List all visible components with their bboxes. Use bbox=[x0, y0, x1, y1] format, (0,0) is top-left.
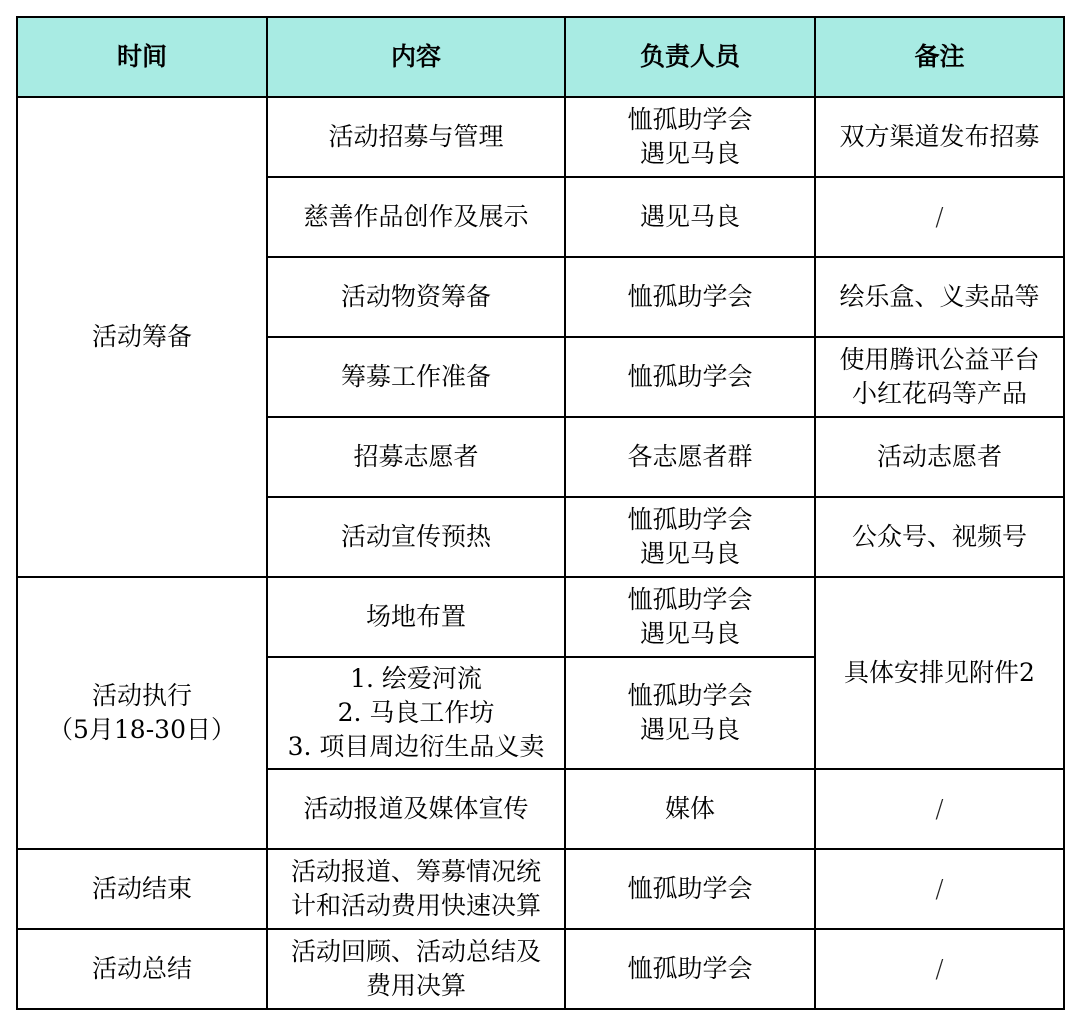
activity-schedule-table bbox=[16, 16, 1065, 1010]
content-line: 计和活动费用快速决算 bbox=[290, 891, 541, 920]
staff-line: 恤孤助学会 bbox=[627, 105, 753, 134]
header-staff: 负责人员 bbox=[565, 17, 815, 97]
staff-line: 遇见马良 bbox=[639, 619, 740, 648]
notes-cell: 活动志愿者 bbox=[815, 417, 1064, 497]
staff-line: 恤孤助学会 bbox=[627, 505, 753, 534]
staff-cell: 遇见马良 bbox=[565, 177, 815, 257]
content-line: 费用决算 bbox=[365, 971, 466, 1000]
staff-line: 遇见马良 bbox=[639, 715, 740, 744]
notes-cell: / bbox=[815, 849, 1064, 929]
phase-exec-line: 活动执行 bbox=[91, 681, 192, 710]
table-row bbox=[17, 577, 1064, 657]
notes-cell: / bbox=[815, 177, 1064, 257]
staff-cell bbox=[565, 97, 815, 177]
content-line: 3. 项目周边衍生品义卖 bbox=[287, 732, 545, 761]
content-cell: 活动招募与管理 bbox=[267, 97, 565, 177]
notes-line: 小红花码等产品 bbox=[851, 379, 1027, 408]
notes-cell: 公众号、视频号 bbox=[815, 497, 1064, 577]
notes-cell bbox=[815, 337, 1064, 417]
staff-cell: 恤孤助学会 bbox=[565, 337, 815, 417]
table-row bbox=[17, 849, 1064, 929]
content-cell bbox=[267, 929, 565, 1009]
content-cell: 活动报道及媒体宣传 bbox=[267, 769, 565, 849]
staff-cell: 恤孤助学会 bbox=[565, 849, 815, 929]
phase-cell-exec bbox=[17, 577, 267, 849]
content-line: 1. 绘爱河流 bbox=[350, 664, 482, 693]
staff-cell: 恤孤助学会 bbox=[565, 929, 815, 1009]
content-cell: 筹募工作准备 bbox=[267, 337, 565, 417]
notes-cell: / bbox=[815, 929, 1064, 1009]
staff-line: 遇见马良 bbox=[639, 139, 740, 168]
phase-exec-dates: （5月18-30日） bbox=[48, 715, 236, 744]
phase-cell-prep: 活动筹备 bbox=[17, 97, 267, 577]
notes-cell: 绘乐盒、义卖品等 bbox=[815, 257, 1064, 337]
phase-cell-summary: 活动总结 bbox=[17, 929, 267, 1009]
staff-cell bbox=[565, 657, 815, 769]
staff-cell: 媒体 bbox=[565, 769, 815, 849]
staff-line: 恤孤助学会 bbox=[627, 681, 753, 710]
notes-cell: / bbox=[815, 769, 1064, 849]
phase-cell-end: 活动结束 bbox=[17, 849, 267, 929]
content-line: 活动报道、筹募情况统 bbox=[290, 857, 541, 886]
content-cell: 活动物资筹备 bbox=[267, 257, 565, 337]
content-cell bbox=[267, 657, 565, 769]
notes-cell: 双方渠道发布招募 bbox=[815, 97, 1064, 177]
content-cell: 活动宣传预热 bbox=[267, 497, 565, 577]
table-header-row bbox=[17, 17, 1064, 97]
content-cell bbox=[267, 849, 565, 929]
table-row bbox=[17, 97, 1064, 177]
staff-cell: 各志愿者群 bbox=[565, 417, 815, 497]
content-cell: 慈善作品创作及展示 bbox=[267, 177, 565, 257]
header-content: 内容 bbox=[267, 17, 565, 97]
header-time: 时间 bbox=[17, 17, 267, 97]
staff-cell: 恤孤助学会 bbox=[565, 257, 815, 337]
header-notes: 备注 bbox=[815, 17, 1064, 97]
notes-line: 使用腾讯公益平台 bbox=[839, 345, 1040, 374]
table-row bbox=[17, 929, 1064, 1009]
content-cell: 场地布置 bbox=[267, 577, 565, 657]
notes-cell: 具体安排见附件2 bbox=[815, 577, 1064, 769]
content-cell: 招募志愿者 bbox=[267, 417, 565, 497]
content-line: 2. 马良工作坊 bbox=[337, 698, 495, 727]
staff-line: 遇见马良 bbox=[639, 539, 740, 568]
staff-line: 恤孤助学会 bbox=[627, 585, 753, 614]
content-line: 活动回顾、活动总结及 bbox=[290, 937, 541, 966]
staff-cell bbox=[565, 497, 815, 577]
staff-cell bbox=[565, 577, 815, 657]
